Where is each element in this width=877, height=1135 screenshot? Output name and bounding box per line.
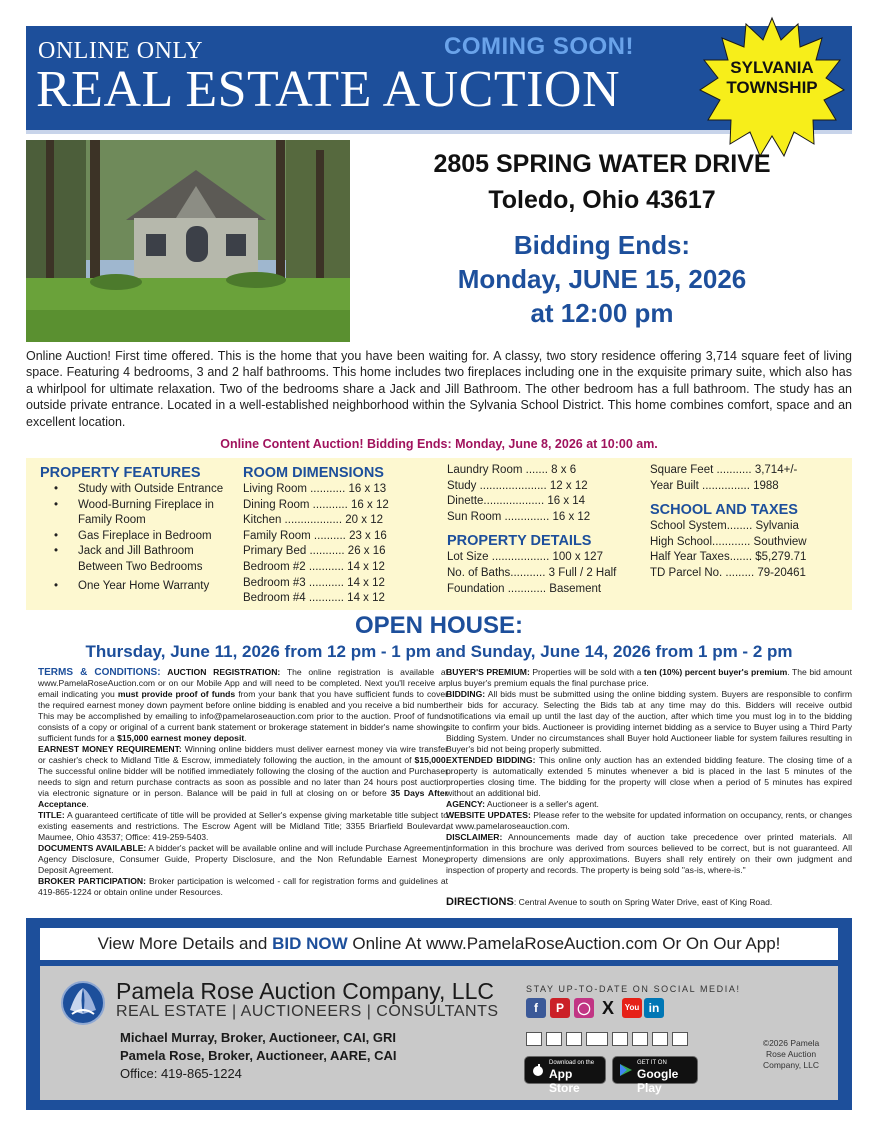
company-name: Pamela Rose Auction Company, LLC	[116, 978, 494, 1004]
terms-emphasis: must provide proof of funds	[117, 689, 236, 699]
terms-text: A guaranteed certificate of title will be provided at Seller's expense giving marketable title subject to existing easements and restrictions. The Escrow Agent will be Midland Title; 3355 Briarfield Boulevard, Maumee, Ohio 43537; Office: 419-259-5403.	[38, 810, 448, 842]
terms-label: BROKER PARTICIPATION:	[38, 876, 146, 886]
room-row: Study ..................... 12 x 12	[447, 479, 588, 492]
app-store-label: App Store	[549, 1067, 580, 1095]
app-store-button[interactable]	[524, 1056, 606, 1095]
x-icon[interactable]: X	[598, 998, 618, 1018]
bidding-ends-time: at 12:00 pm	[530, 298, 674, 328]
cta-bid-now[interactable]: BID NOW	[272, 934, 348, 953]
room-row: Dinette................... 16 x 14	[447, 495, 586, 508]
terms-label: AGENCY:	[446, 799, 485, 809]
room-row: Sun Room .............. 16 x 12	[447, 510, 591, 523]
pinterest-icon[interactable]: P	[550, 998, 570, 1018]
broker-michael-murray: Michael Murray, Broker, Auctioneer, CAI, GRI	[120, 1030, 396, 1045]
feature-item: • Jack and Jill Bathroom	[40, 544, 240, 560]
terms-buyers-premium	[446, 667, 852, 689]
property-description: Online Auction! First time offered. This is the home that you have been waiting for. A classy, two story residence offering 3,714 square feet of living space. Featuring 4 bedrooms, 3 and 2 half bathrooms. This home includes two fireplaces including one in the exquisite primary suite, which also has a whirlpool for ultimate relaxation. Two of the bedrooms share a Jack and Jill Bathroom. The other bedroom has a full bathroom. The study has an outside private entrance. Located in a well-established neighborhood within the Sylvania School District. This home combines comfort, space and an excellent location.	[26, 349, 852, 429]
terms-earnest-money: EARNEST MONEY REQUIREMENT: Winning online bidders must deliver earnest money via wire transfer or cashier's check to Midland Title & Escrow, immediately following the auction, in the amount of $15,000. The successful online bidder will be notified immediately following the closing of the auction and Purchaser needs to sign and return purchase contracts as soon as possible and no later than 24 hours post auction via electronic signature or in person. Balance will be paid in full at closing on or before 35 Days After Acceptance.	[38, 744, 449, 809]
broker-pamela-rose: Pamela Rose, Broker, Auctioneer, AARE, CAI	[120, 1048, 397, 1063]
terms-agency	[446, 799, 852, 810]
instagram-icon[interactable]: ◯	[574, 998, 594, 1018]
terms-label: WEBSITE UPDATES:	[446, 810, 531, 820]
terms-label: DOCUMENTS AVAILABLE:	[38, 843, 147, 853]
property-details-heading: PROPERTY DETAILS	[447, 533, 592, 550]
office-phone[interactable]: Office: 419-865-1224	[120, 1066, 242, 1081]
detail-row: Lot Size .................. 100 x 127	[447, 551, 603, 564]
burst-line-2: TOWNSHIP	[726, 78, 818, 97]
property-features-column	[40, 464, 240, 594]
room-row: Bedroom #2 ........... 14 x 12	[243, 560, 385, 573]
room-row: Primary Bed ........... 26 x 16	[243, 545, 386, 558]
room-extra-column	[447, 463, 643, 597]
terms-bidding	[446, 689, 852, 755]
room-dimensions-heading: ROOM DIMENSIONS	[243, 465, 384, 481]
terms-emphasis: 35 Days After Acceptance	[38, 788, 448, 809]
google-play-button[interactable]	[612, 1056, 698, 1095]
terms-label: BIDDING:	[446, 689, 486, 699]
room-row: Bedroom #4 ........... 14 x 12	[243, 592, 385, 605]
badge-icon	[526, 1032, 542, 1046]
terms-disclaimer	[446, 832, 852, 876]
badge-icon	[586, 1032, 608, 1046]
cta-bar[interactable]	[40, 928, 838, 960]
open-house-dates: Thursday, June 11, 2026 from 12 pm - 1 pm and Sunday, June 14, 2026 from 1 pm - 2 pm	[85, 642, 793, 661]
feature-item: • Gas Fireplace in Bedroom	[40, 529, 240, 545]
feature-item: • Wood-Burning Fireplace in	[40, 498, 240, 514]
google-play-label: Google Play	[637, 1067, 679, 1095]
room-row: Living Room ........... 16 x 13	[243, 483, 387, 495]
cta-website[interactable]: Online At www.PamelaRoseAuction.com Or On Our App!	[352, 934, 781, 953]
terms-label: EXTENDED BIDDING:	[446, 755, 536, 765]
equal-housing-icon	[672, 1032, 688, 1046]
bidding-ends-date: Monday, JUNE 15, 2026	[457, 264, 747, 294]
badge-icon	[612, 1032, 628, 1046]
terms-label: TITLE:	[38, 810, 65, 820]
room-row: Laundry Room ....... 8 x 6	[447, 464, 577, 476]
school-row: School System........ Sylvania	[650, 520, 799, 533]
terms-label: BUYER'S PREMIUM:	[446, 667, 530, 677]
room-row: Kitchen .................. 20 x 12	[243, 514, 383, 527]
app-store-small: Download on the	[549, 1060, 595, 1066]
google-play-icon	[619, 1063, 633, 1077]
terms-text: Properties will be sold with a	[532, 667, 642, 677]
feature-item: • One Year Home Warranty	[40, 579, 240, 595]
city-state-zip: Toledo, Ohio 43617	[488, 186, 716, 214]
terms-broker	[38, 876, 448, 898]
terms-text: This online only auction has an extended bidding feature. The closing time of a property is automatically extended 5 minutes whenever a bid is placed in the last 5 minutes of the properties closing time. The bidding for the property will close when a period of 5 minutes has expired without an additional bid.	[446, 755, 853, 798]
coming-soon-label: COMING SOON!	[444, 33, 634, 60]
company-tagline: REAL ESTATE | AUCTIONEERS | CONSULTANTS	[116, 1003, 499, 1020]
terms-emphasis: ten (10%) percent buyer's premium	[643, 667, 788, 677]
terms-extended-bidding	[446, 755, 852, 799]
school-row: TD Parcel No. ......... 79-20461	[650, 566, 806, 579]
terms-label: DISCLAIMER:	[446, 832, 503, 842]
room-dimensions-column	[243, 464, 433, 607]
terms-registration: TERMS & CONDITIONS: AUCTION REGISTRATION: The online registration is available at www.PamelaRoseAuction.com or on our Mobile App and will need to be completed. Next you'll receive an email indicating you must provide proof of funds from your bank that you have sufficient funds to cover the required earnest money down payment before online bidding is enabled and you receive a bid number. This may be accomplished by emailing to info@pamelaroseauction.com prior to the auction. Proof of funds consists of a copy or original of a current bank statement or brokerage statement in bidder's name showing sufficient funds for a $15,000 earnest money deposit.	[38, 667, 449, 743]
directions-label: DIRECTIONS	[446, 896, 514, 908]
youtube-icon[interactable]: You	[622, 998, 642, 1018]
cta-text: View More Details and	[97, 934, 268, 953]
terms-text: Announcements made day of auction take precedence over printed materials. All information in this brochure was derived from sources believed to be correct, but is not guaranteed. All property dimensions are only approximations. Buyers shall rely entirely on their own judgment and inspection of property and records. The property is being sold "as-is, where-is."	[446, 832, 852, 875]
terms-left-column	[38, 667, 448, 898]
school-row: High School............ Southview	[650, 535, 807, 548]
realtor-icon	[632, 1032, 648, 1046]
terms-text: . The bid amount plus buyer's premium equals the final purchase price.	[446, 667, 852, 688]
year-built-row: Year Built ............... 1988	[650, 479, 779, 492]
badge-icon	[566, 1032, 582, 1046]
header-online-only: ONLINE ONLY	[38, 38, 204, 64]
feature-item: • Study with Outside Entrance	[40, 482, 240, 498]
terms-title	[38, 810, 448, 843]
linkedin-icon[interactable]: in	[644, 998, 664, 1018]
detail-row: Foundation ............ Basement	[447, 582, 602, 595]
company-logo-icon	[60, 980, 106, 1026]
terms-heading: TERMS & CONDITIONS:	[38, 667, 161, 678]
terms-text: The online registration is available at www.PamelaRoseAuction.com or on our Mobile App and will need to be completed. Next you'll receive an email indicating you	[38, 667, 448, 699]
street-address: 2805 SPRING WATER DRIVE	[433, 150, 771, 178]
terms-text: Winning online bidders must deliver earnest money via wire transfer or cashier's check to Midland Title & Escrow, immediately following the auction, in the amount of	[38, 744, 449, 765]
content-auction-note: Online Content Auction! Bidding Ends: Monday, June 8, 2026 at 10:00 am.	[220, 437, 658, 451]
terms-text: Auctioneer is a seller's agent.	[486, 799, 599, 809]
burst-line-1: SYLVANIA	[730, 58, 814, 77]
google-play-small: GET IT ON	[637, 1060, 667, 1066]
house-photo	[26, 140, 350, 342]
township-label	[698, 58, 846, 98]
header-title: REAL ESTATE AUCTION	[36, 61, 621, 118]
social-heading: STAY UP-TO-DATE ON SOCIAL MEDIA!	[526, 984, 741, 994]
terms-text: Please refer to the website for updated information on occupancy, rents, or changes at www.pamelaroseauction.com.	[446, 810, 853, 831]
bidding-ends-label: Bidding Ends:	[513, 230, 691, 260]
facebook-icon[interactable]: f	[526, 998, 546, 1018]
directions	[446, 896, 852, 908]
terms-text: The successful online bidder will be notified immediately following the closing of the auction and Purchaser needs to sign and return purchase contracts as soon as possible and no later than 24 hours post auction via electronic signature or in person. Balance will be paid in full at closing on or before	[38, 766, 448, 798]
terms-emphasis: $15,000 earnest money deposit	[117, 733, 245, 743]
school-taxes-column	[650, 463, 846, 582]
directions-text: : Central Avenue to south on Spring Water Drive, east of King Road.	[513, 897, 773, 907]
badge-icon	[652, 1032, 668, 1046]
open-house-title: OPEN HOUSE:	[354, 612, 524, 639]
terms-documents	[38, 843, 448, 876]
terms-emphasis: $15,000.	[414, 755, 448, 765]
room-row: Dining Room ........... 16 x 12	[243, 498, 389, 511]
school-row: Half Year Taxes....... $5,279.71	[650, 551, 807, 564]
apple-icon	[531, 1063, 545, 1077]
feature-item-cont: Between Two Bedrooms	[78, 560, 203, 573]
feature-item-cont: Family Room	[78, 514, 146, 527]
terms-website-updates	[446, 810, 852, 832]
terms-label: EARNEST MONEY REQUIREMENT:	[38, 744, 182, 754]
terms-text: Broker participation is welcomed - call for registration forms and guidelines at 419-865-1224 or obtain online under Resources.	[38, 876, 449, 897]
terms-text: from your bank that you have sufficient funds to cover the required earnest money down payment before online bidding is enabled and you receive a bid number. This may be accomplished by emailing to info@pamelaroseauction.com prior to the auction. Proof of funds consists of a copy or original of a current bank statement or brokerage statement in bidder's name showing sufficient funds for a	[38, 689, 449, 743]
sqft-row: Square Feet ........... 3,714+/-	[650, 464, 798, 476]
room-row: Family Room .......... 23 x 16	[243, 529, 387, 542]
detail-row: No. of Baths........... 3 Full / 2 Half	[447, 566, 617, 579]
property-features-heading: PROPERTY FEATURES	[40, 465, 201, 481]
room-row: Bedroom #3 ........... 14 x 12	[243, 576, 385, 589]
terms-text: A bidder's packet will be available online and will include Purchase Agreement, Agency Disclosure, Consumer Guide, Property Disclosure, and the Non Refundable Earnest Money Deposit Agreement.	[38, 843, 448, 875]
badge-icon	[546, 1032, 562, 1046]
terms-right-column	[446, 667, 852, 876]
terms-label: AUCTION REGISTRATION:	[167, 667, 281, 677]
school-taxes-heading: SCHOOL AND TAXES	[650, 502, 798, 519]
terms-text: All bids must be submitted using the online bidding system. Buyers are responsible to confirm their bids for accuracy. Selecting the Bids tab at any time may do this. Bidders will receive outbid notifications via email up until the last day of the auction, after which time you must log in to the bidding site to confirm your bids. Auctioneer is providing internet bidding as a service to Buyer using a Third Party Bidding System. Under no circumstances shall Buyer hold Auctioneer liable for system failures resulting in Buyer's bid not being properly submitted.	[446, 689, 853, 754]
copyright: ©2026 Pamela Rose Auction Company, LLC	[762, 1038, 820, 1070]
